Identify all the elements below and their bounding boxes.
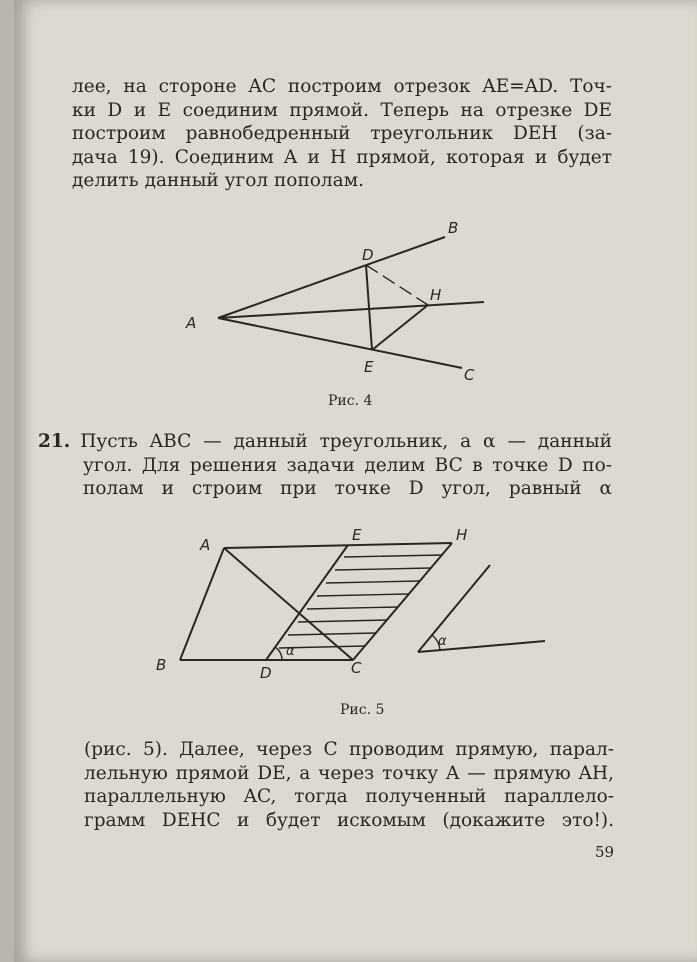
- page-number: 59: [595, 843, 615, 861]
- label-a: A: [200, 536, 211, 554]
- ray-ac: [218, 318, 462, 368]
- text-line: грамм DEHC и будет искомым (докажите это!).: [84, 809, 614, 831]
- label-b: B: [156, 656, 167, 674]
- label-c: C: [464, 366, 475, 384]
- figure-4: [185, 219, 484, 384]
- label-d: D: [260, 664, 272, 682]
- text-line: [38, 430, 612, 454]
- angle-ray-1: [418, 565, 490, 652]
- line-ah: [224, 543, 452, 548]
- label-e: E: [352, 526, 362, 544]
- label-e: E: [364, 358, 374, 376]
- text-line-content: Пусть ABC — данный треугольник, а α — данный: [80, 431, 612, 452]
- text-line: делить данный угол пополам.: [72, 170, 364, 191]
- text-line: (рис. 5). Далее, через C проводим прямую, парал-: [84, 739, 614, 760]
- figure-5-caption: Рис. 5: [340, 702, 385, 718]
- text-line: лельную прямой DE, а через точку A — прямую AH,: [84, 762, 614, 784]
- label-h: H: [456, 526, 468, 544]
- angle-arc-d: [275, 647, 282, 660]
- figure-4-caption: Рис. 4: [328, 393, 373, 409]
- text-line: построим равнобедренный треугольник DEH (за-: [72, 123, 612, 144]
- segment-dh: [366, 265, 428, 305]
- label-h: H: [430, 286, 442, 304]
- label-b: B: [448, 219, 459, 237]
- problem-number: 21.: [38, 431, 71, 452]
- segment-de: [266, 545, 348, 660]
- segment-de: [366, 265, 372, 350]
- problem-21: [38, 430, 612, 501]
- paragraph-3: [84, 738, 614, 832]
- text-line: дача 19). Соединим A и H прямой, которая и будет: [72, 146, 612, 168]
- label-c: C: [351, 659, 362, 677]
- text-line: угол. Для решения задачи делим BC в точке D по-: [83, 454, 612, 476]
- parallelogram-hatching: [279, 555, 442, 648]
- angle-alpha: [418, 565, 545, 652]
- text-line: полам и строим при точке D угол, равный α: [83, 478, 612, 499]
- angle-alpha-label: α: [438, 634, 447, 649]
- side-ab: [180, 548, 224, 660]
- figure-5: [156, 526, 467, 682]
- label-d: D: [362, 246, 374, 264]
- angle-alpha-d: α: [286, 644, 295, 659]
- text-line: параллельную AC, тогда полученный параллело-: [84, 786, 614, 807]
- text-line: лее, на стороне AC построим отрезок AE=AD. Точ-: [72, 76, 612, 97]
- label-a: A: [186, 314, 197, 332]
- segment-eh: [372, 305, 428, 350]
- text-line: ки D и E соединим прямой. Теперь на отрезке DE: [72, 99, 612, 121]
